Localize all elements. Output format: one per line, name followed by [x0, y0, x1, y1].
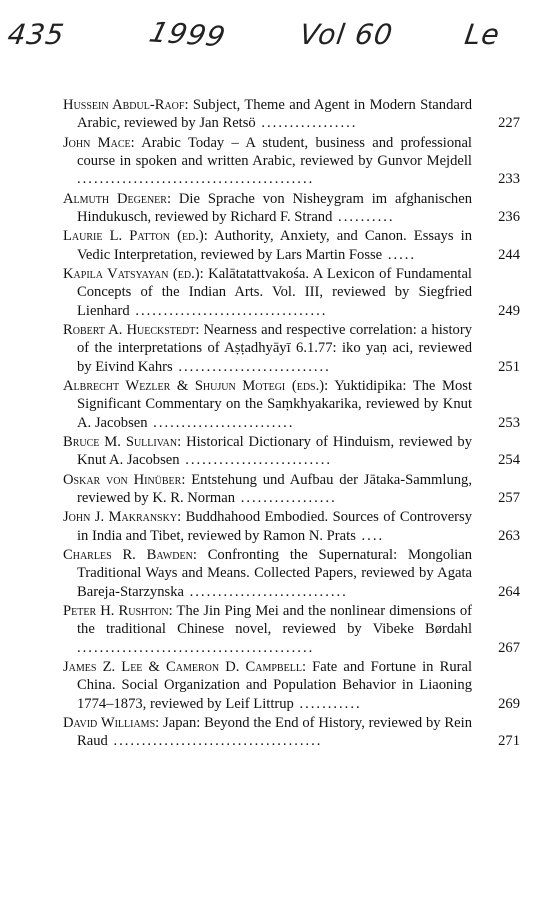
dot-leader: .......................................... — [77, 171, 315, 188]
toc-entry: Kapila Vatsyayan (ed.): Kalātatattvakośa. A Lexicon of Fundamental Concepts of the Indian Arts. Vol. III, reviewed by Siegfried Lienhard .................................. 249 — [63, 265, 520, 319]
dot-leader: .......................................... — [77, 639, 315, 656]
entry-author: James Z. Lee & Cameron D. Campbell — [63, 658, 302, 675]
toc-entry: Charles R. Bawden: Confronting the Supernatural: Mongolian Traditional Ways and Means. Collected Papers, reviewed by Agata Bareja-Starzynska ............................ 264 — [63, 546, 520, 600]
dot-leader: ..... — [382, 246, 417, 263]
entry-title: Japan: Beyond the End of History, reviewed by Rein Raud — [77, 714, 472, 750]
entry-author: Bruce M. Sullivan — [63, 433, 178, 450]
dot-leader: ......................... — [147, 414, 295, 431]
entry-author: Hussein Abdul-Raof — [63, 97, 185, 113]
dot-leader: ..................................... — [107, 733, 323, 750]
toc-entry: David Williams: Japan: Beyond the End of History, reviewed by Rein Raud ..................................... 271 — [63, 714, 520, 750]
entry-page-number: 244 — [498, 246, 520, 263]
toc-entry: Almuth Degener: Die Sprache von Nisheygram im afghanischen Hindukusch, reviewed by Richard F. Strand .......... 236 — [63, 190, 520, 226]
entry-page-number: 267 — [498, 639, 520, 656]
toc-entry: John J. Makransky: Buddhahood Embodied. Sources of Controversy in India and Tibet, reviewed by Ramon N. Prats .... 263 — [63, 509, 520, 544]
entry-author: Peter H. Rushton — [63, 602, 169, 619]
toc-entry: Bruce M. Sullivan: Historical Dictionary of Hinduism, reviewed by Knut A. Jacobsen .......................... 254 — [63, 433, 520, 469]
entry-author: Kapila Vatsyayan (ed.) — [63, 265, 200, 282]
entry-title: Die Sprache von Nisheygram im afghanischen Hindukusch, reviewed by Richard F. Strand — [77, 190, 472, 226]
entry-page-number: 227 — [498, 115, 520, 132]
entry-author: Albrecht Wezler & Shujun Motegi (eds.) — [63, 377, 325, 394]
toc-entry: John Mace: Arabic Today – A student, business and professional course in spoken and written Arabic, reviewed by Gunvor Mejdell .......................................... 233 — [63, 134, 520, 188]
dot-leader: ................. — [235, 489, 337, 506]
entry-author: John J. Makransky — [63, 509, 178, 526]
entry-page-number: 236 — [498, 209, 520, 226]
toc-entry: Laurie L. Patton (ed.): Authority, Anxiety, and Canon. Essays in Vedic Interpretation, reviewed by Lars Martin Fosse ..... 244 — [63, 228, 520, 263]
entry-author: David Williams — [63, 714, 156, 731]
entry-page-number: 264 — [498, 583, 520, 600]
handwritten-number: 435 — [5, 18, 67, 51]
entry-title: Authority, Anxiety, and Canon. Essays in Vedic Interpretation, reviewed by Lars Martin Fosse — [77, 228, 472, 263]
entry-author: Laurie L. Patton (ed.) — [63, 228, 204, 245]
entry-author: Robert A. Hueckstedt — [63, 321, 196, 338]
table-of-contents — [63, 96, 520, 751]
handwritten-year: 1999 — [146, 15, 230, 54]
entry-page-number: 251 — [498, 358, 520, 375]
toc-entry: James Z. Lee & Cameron D. Campbell: Fate and Fortune in Rural China. Social Organization and Population Behavior in Liaoning 1774–1873, reviewed by Leif Littrup ........... 269 — [63, 658, 520, 712]
handwritten-initials: Le — [462, 18, 503, 51]
entry-page-number: 269 — [498, 695, 520, 712]
toc-entry: Albrecht Wezler & Shujun Motegi (eds.): Yuktidipika: The Most Significant Commentary on the Saṃkhyakarika, reviewed by Knut A. Jacobsen ......................... 253 — [63, 377, 520, 431]
entry-title: Subject, Theme and Agent in Modern Standard Arabic, reviewed by Jan Retsö — [77, 97, 472, 132]
entry-title: The Jin Ping Mei and the nonlinear dimensions of the traditional Chinese novel, reviewed by Vibeke Børdahl — [77, 602, 472, 638]
handwritten-annotation — [0, 10, 543, 58]
entry-page-number: 254 — [498, 452, 520, 469]
toc-entry: Peter H. Rushton: The Jin Ping Mei and the nonlinear dimensions of the traditional Chinese novel, reviewed by Vibeke Børdahl .......................................... 267 — [63, 602, 520, 656]
entry-title: Yuktidipika: The Most Significant Commentary on the Saṃkhyakarika, reviewed by Knut A. Jacobsen — [77, 377, 472, 431]
toc-entry: Hussein Abdul-Raof: Subject, Theme and Agent in Modern Standard Arabic, reviewed by Jan Retsö ................. 227 — [63, 97, 520, 132]
toc-entry: Robert A. Hueckstedt: Nearness and respective correlation: a history of the interpretations of Aṣṭadhyāyī 6.1.77: iko yaṇ aci, reviewed by Eivind Kahrs ........................... 251 — [63, 321, 520, 375]
entry-title: Nearness and respective correlation: a history of the interpretations of Aṣṭadhyāyī 6.1.77: iko yaṇ aci, reviewed by Eivind Kahrs — [77, 321, 472, 375]
entry-author: John Mace — [63, 134, 131, 151]
dot-leader: ................. — [255, 115, 358, 132]
entry-page-number: 263 — [498, 527, 520, 544]
toc-entry: Oskar von Hinüber: Entstehung und Aufbau der Jātaka-Sammlung, reviewed by K. R. Norman ................. 257 — [63, 471, 520, 506]
entry-author: Almuth Degener — [63, 190, 167, 207]
handwritten-volume: Vol 60 — [297, 18, 396, 51]
entry-page-number: 233 — [498, 171, 520, 188]
dot-leader: .......................... — [179, 452, 333, 469]
entry-page-number: 271 — [498, 733, 520, 750]
entry-page-number: 257 — [498, 489, 520, 506]
entry-title: Confronting the Supernatural: Mongolian Traditional Ways and Means. Collected Papers, reviewed by Agata Bareja-Starzynska — [77, 546, 473, 600]
dot-leader: ........................... — [172, 358, 331, 375]
entry-page-number: 249 — [498, 302, 520, 319]
entry-author: Oskar von Hinüber — [63, 471, 182, 488]
entry-title: Arabic Today – A student, business and professional course in spoken and written Arabic, reviewed by Gunvor Mejdell — [77, 134, 472, 170]
entry-title: Fate and Fortune in Rural China. Social Organization and Population Behavior in Liaoning 1774–1873, reviewed by Leif Littrup — [77, 658, 473, 712]
entry-title: Buddhahood Embodied. Sources of Controversy in India and Tibet, reviewed by Ramon N. Prats — [77, 509, 473, 544]
dot-leader: .................................. — [129, 302, 328, 319]
entry-author: Charles R. Bawden — [63, 546, 193, 563]
entry-title: Historical Dictionary of Hinduism, reviewed by Knut A. Jacobsen — [77, 433, 473, 469]
entry-title: Entstehung und Aufbau der Jātaka-Sammlung, reviewed by K. R. Norman — [77, 471, 473, 506]
dot-leader: .... — [355, 527, 385, 544]
dot-leader: .......... — [332, 209, 395, 226]
dot-leader: ............................ — [183, 583, 348, 600]
entry-title: Kalātatattvakośa. A Lexicon of Fundamental Concepts of the Indian Arts. Vol. III, reviewed by Siegfried Lienhard — [77, 265, 472, 319]
entry-page-number: 253 — [498, 414, 520, 431]
dot-leader: ........... — [293, 695, 362, 712]
